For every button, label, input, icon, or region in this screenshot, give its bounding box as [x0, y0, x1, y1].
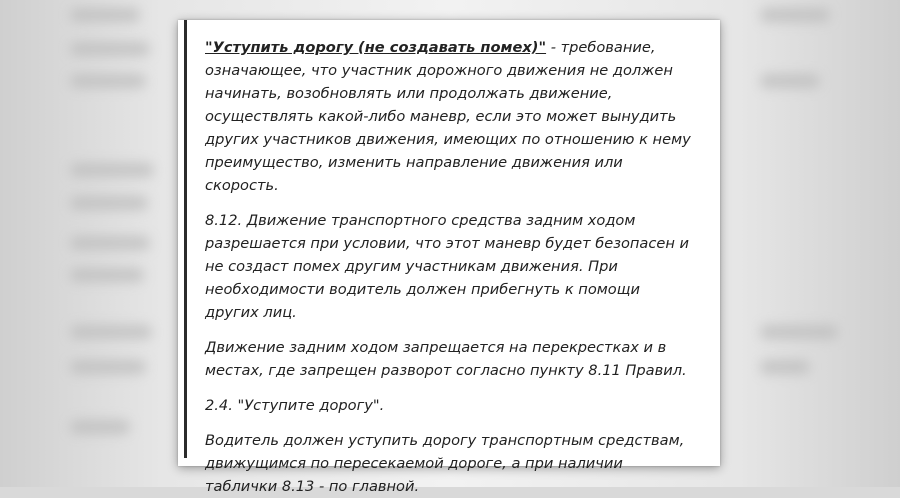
definition-term: "Уступить дорогу (не создавать помех)" [205, 39, 547, 56]
blurred-text [70, 420, 130, 434]
sign-2-4-paragraph: Водитель должен уступить дорогу транспортным средствам, движущимся по пересекаемой дороге, а при наличии таблички 8.13 - по главной. [205, 432, 685, 495]
blurred-text [70, 268, 144, 282]
blurred-text [70, 325, 152, 339]
blurred-text [70, 163, 154, 177]
blurred-text [760, 8, 830, 22]
rule-8-12-paragraph: 8.12. Движение транспортного средства задним ходом разрешается при условии, что этот маневр будет безопасен и не создаст помех другим участникам движения. При необходимости водитель должен прибегнуть к помощи других лиц. [205, 212, 690, 321]
blurred-text [70, 360, 146, 374]
sign-2-4-heading: 2.4. "Уступите дорогу". [205, 397, 385, 414]
definition-paragraph [205, 36, 696, 197]
blurred-text [70, 74, 146, 88]
quote-block [184, 20, 714, 495]
blurred-text [70, 42, 150, 56]
blurred-text [70, 196, 148, 210]
blurred-text [70, 8, 140, 22]
blurred-text [760, 74, 820, 88]
definition-text: - требование, означающее, что участник дорожного движения не должен начинать, возобновлять или продолжать движение, осуществлять какой-либо маневр, если это может вынудить других участников движения, имеющих по отношению к нему преимущество, изменить направление движения или скорость. [205, 39, 691, 194]
document-card [178, 20, 720, 495]
blurred-text [70, 236, 150, 250]
blurred-text [760, 325, 838, 339]
blurred-text [760, 360, 810, 374]
reverse-prohibited-paragraph: Движение задним ходом запрещается на перекрестках и в местах, где запрещен разворот согласно пункту 8.11 Правил. [205, 339, 687, 379]
